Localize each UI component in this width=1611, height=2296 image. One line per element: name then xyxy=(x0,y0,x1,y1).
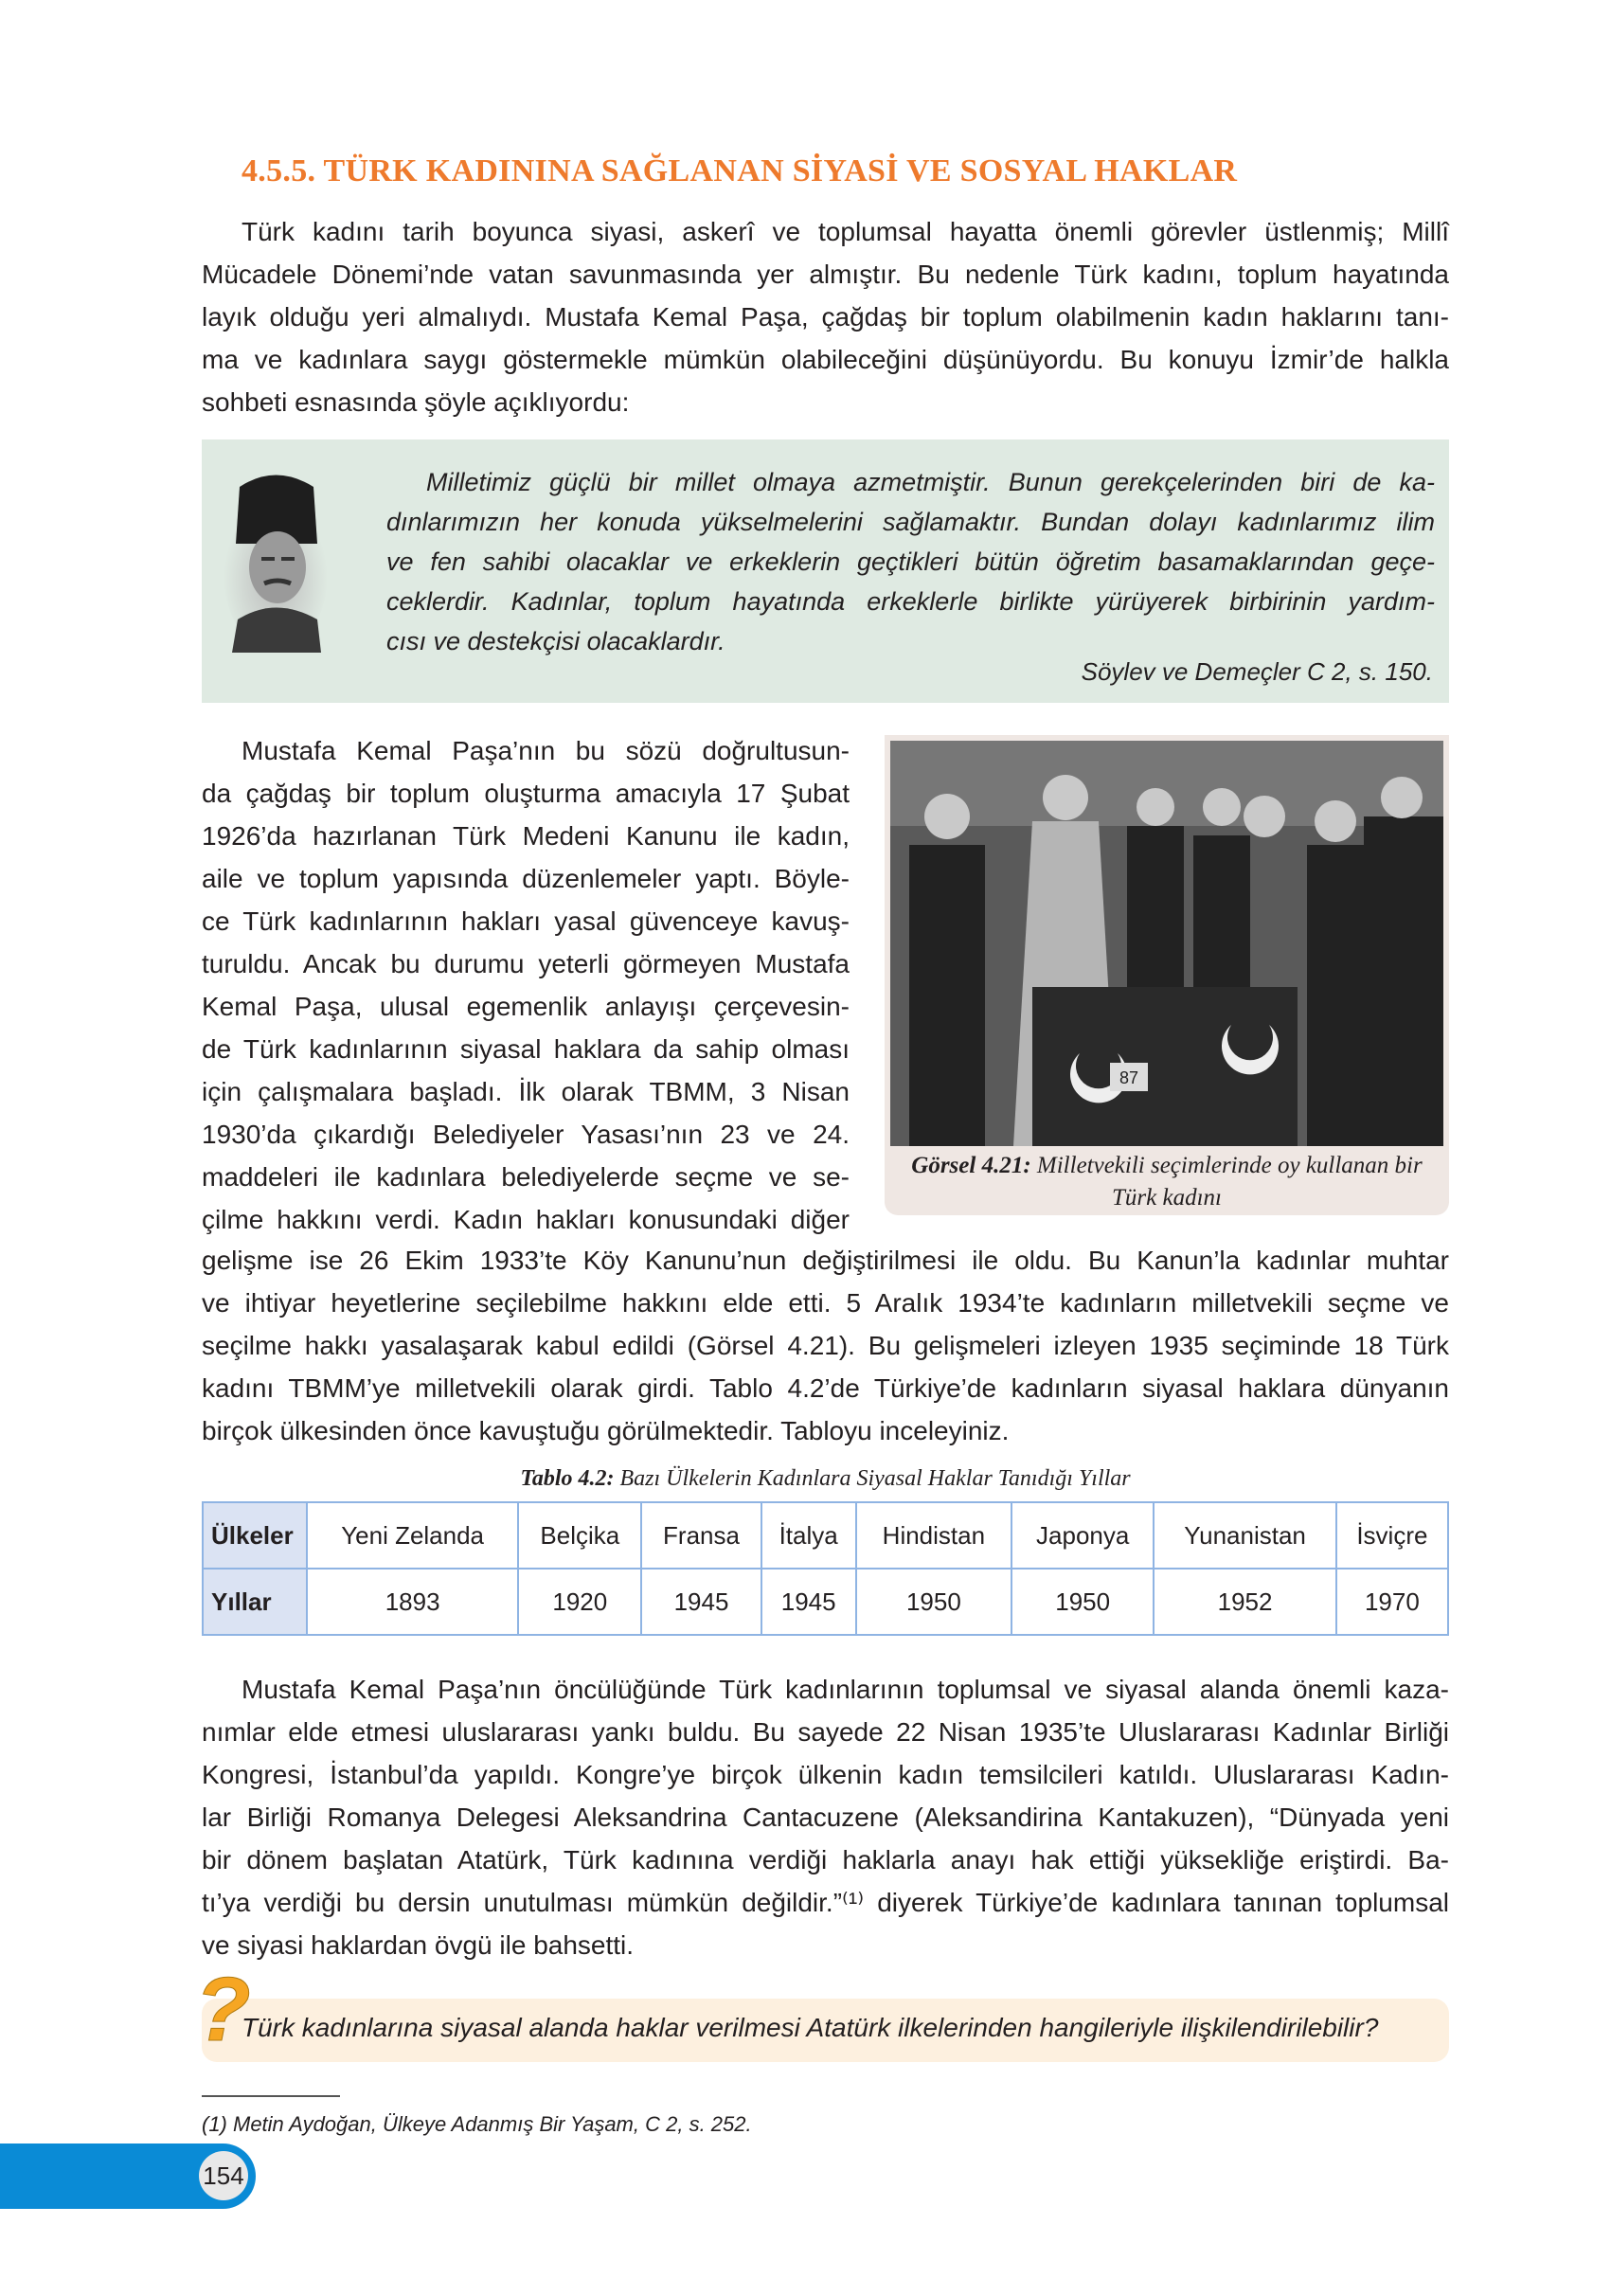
full-paragraph xyxy=(202,1239,1449,1452)
text-line: ceklerdir. Kadınlar, toplum hayatında erkeklerle birlikte yürüyerek birbirinin yardım- xyxy=(386,587,1435,616)
country-cell: Yeni Zelanda xyxy=(307,1502,518,1569)
section-title: 4.5.5. TÜRK KADININA SAĞLANAN SİYASİ VE SOSYAL HAKLAR xyxy=(242,153,1238,188)
text-line: çilme hakkını verdi. Kadın hakları konusundaki diğer xyxy=(202,1205,850,1234)
ataturk-portrait-icon xyxy=(219,468,331,653)
text-line: Mücadele Dönemi’nde vatan savunmasında yer almıştır. Bu nedenle Türk kadını, toplum hayatında xyxy=(202,260,1449,289)
text-line: ve ihtiyar heyetlerine seçilebilme hakkını elde etti. 5 Aralık 1934’te kadınların milletvekili seçme ve xyxy=(202,1288,1449,1318)
year-cell: 1945 xyxy=(761,1569,856,1635)
text-line: Kongresi, İstanbul’da yapıldı. Kongre’ye birçok ülkenin kadın temsilcileri katıldı. Uluslararası Kadın- xyxy=(202,1760,1449,1789)
year-cell: 1950 xyxy=(1011,1569,1154,1635)
text-line: cısı ve destekçisi olacaklardır. xyxy=(386,627,725,655)
question-mark-icon: ? xyxy=(195,1959,251,2060)
quote-text xyxy=(386,462,1435,661)
text-line: Milletimiz güçlü bir millet olmaya azmetmiştir. Bunun gerekçelerinden biri de ka- xyxy=(426,468,1435,496)
figure-caption-line2: Türk kadını xyxy=(1112,1185,1222,1211)
text-line: maddeleri ile kadınlara belediyelerde seçme ve se- xyxy=(202,1162,850,1192)
table-caption-text: Bazı Ülkelerin Kadınlara Siyasal Haklar Tanıdığı Yıllar xyxy=(619,1466,1131,1491)
country-cell: Japonya xyxy=(1011,1502,1154,1569)
row-header-years: Yıllar xyxy=(203,1569,307,1635)
voting-scene-image xyxy=(890,741,1443,1146)
year-cell: 1920 xyxy=(518,1569,641,1635)
figure-card xyxy=(885,735,1449,1215)
text-line: Kemal Paşa, ulusal egemenlik anlayışı çerçevesin- xyxy=(202,992,850,1021)
text-line: Mustafa Kemal Paşa’nın öncülüğünde Türk kadınlarının toplumsal ve siyasal alanda önemli kaza- xyxy=(242,1675,1449,1704)
text-line: dınlarımızın her konuda yükselmelerini sağlamaktır. Bundan dolayı kadınlarımız ilim xyxy=(386,508,1435,536)
country-cell: İsviçre xyxy=(1336,1502,1448,1569)
text-line: de Türk kadınlarının siyasal haklara da sahip olması xyxy=(202,1034,850,1064)
text-line: seçilme hakkı yasalaşarak kabul edildi (Görsel 4.21). Bu gelişmeleri izleyen 1935 seçiminde 18 Türk xyxy=(202,1331,1449,1360)
text-line: 1926’da hazırlanan Türk Medeni Kanunu ile kadın, xyxy=(202,821,850,851)
year-cell: 1950 xyxy=(856,1569,1011,1635)
figure-label: Görsel 4.21: xyxy=(911,1153,1031,1178)
figure-caption-line1: Milletvekili seçimlerinde oy kullanan bir xyxy=(1036,1153,1423,1178)
text-line: için çalışmalara başladı. İlk olarak TBMM, 3 Nisan xyxy=(202,1077,850,1106)
country-cell: İtalya xyxy=(761,1502,856,1569)
footnote-divider xyxy=(202,2095,340,2097)
text-line: gelişme ise 26 Ekim 1933’te Köy Kanunu’nun değiştirilmesi ile oldu. Bu Kanun’la kadınlar muhtar xyxy=(202,1246,1449,1275)
country-cell: Hindistan xyxy=(856,1502,1011,1569)
country-cell: Belçika xyxy=(518,1502,641,1569)
page-number: 154 xyxy=(199,2151,248,2200)
question-text: Türk kadınlarına siyasal alanda haklar verilmesi Atatürk ilkelerinden hangileriyle ilişkilendirilebilir? xyxy=(242,2013,1379,2042)
text-line: kadını TBMM’ye milletvekili olarak girdi. Tablo 4.2’de Türkiye’de kadınların siyasal haklara dünyanın xyxy=(202,1373,1449,1403)
ballot-number: 87 xyxy=(1119,1068,1139,1087)
text-line: 1930’da çıkardığı Belediyeler Yasası’nın 23 ve 24. xyxy=(202,1120,850,1149)
column-paragraph xyxy=(202,729,850,1241)
quote-source: Söylev ve Demeçler C 2, s. 150. xyxy=(1081,657,1433,686)
text-line: aile ve toplum yapısında düzenlemeler yaptı. Böyle- xyxy=(202,864,850,893)
text-line: tı’ya verdiği bu dersin unutulması mümkün değildir.”⁽¹⁾ diyerek Türkiye’de kadınlara tanınan toplumsal xyxy=(202,1888,1449,1917)
table-row-years xyxy=(203,1569,1448,1635)
voting-photo xyxy=(890,741,1443,1146)
year-cell: 1945 xyxy=(641,1569,761,1635)
text-line: Mustafa Kemal Paşa’nın bu sözü doğrultusun- xyxy=(242,736,850,765)
text-line: nımlar elde etmesi uluslararası yankı buldu. Bu sayede 22 Nisan 1935’te Uluslararası Kadınlar Birliği xyxy=(202,1717,1449,1747)
figure-caption xyxy=(885,1150,1449,1214)
text-line: birçok ülkesinden önce kavuştuğu görülmektedir. Tabloyu inceleyiniz. xyxy=(202,1416,1010,1445)
text-line: ce Türk kadınlarının hakları yasal güvenceye kavuş- xyxy=(202,906,850,936)
country-cell: Fransa xyxy=(641,1502,761,1569)
text-line: lar Birliği Romanya Delegesi Aleksandrina Cantacuzene (Aleksandirina Kantakuzen), “Dünyada yeni xyxy=(202,1803,1449,1832)
country-cell: Yunanistan xyxy=(1154,1502,1335,1569)
row-header-countries: Ülkeler xyxy=(203,1502,307,1569)
rights-table xyxy=(202,1501,1449,1636)
text-line: turuldu. Ancak bu durumu yeterli görmeyen Mustafa xyxy=(202,949,850,978)
text-line: layık olduğu yeri almalıydı. Mustafa Kemal Paşa, çağdaş bir toplum olabilmenin kadın haklarını tanı- xyxy=(202,302,1449,332)
table-row-countries xyxy=(203,1502,1448,1569)
text-line: sohbeti esnasında şöyle açıklıyordu: xyxy=(202,387,630,417)
text-line: ma ve kadınlara saygı göstermekle mümkün olabileceğini düşünüyordu. Bu konuyu İzmir’de halkla xyxy=(202,345,1449,374)
text-line: da çağdaş bir toplum oluşturma amacıyla 17 Şubat xyxy=(202,779,850,808)
year-cell: 1970 xyxy=(1336,1569,1448,1635)
table-caption-label: Tablo 4.2: xyxy=(520,1466,615,1491)
year-cell: 1893 xyxy=(307,1569,518,1635)
text-line: ve siyasi haklardan övgü ile bahsetti. xyxy=(202,1930,635,1960)
text-line: ve fen sahibi olacaklar ve erkeklerin geçtikleri bütün öğretim basamaklarından geçe- xyxy=(386,547,1435,576)
text-line: bir dönem başlatan Atatürk, Türk kadınına verdiği haklarla anayı hak ettiği yüksekliğe eriştirdi. Ba- xyxy=(202,1845,1449,1874)
second-paragraph xyxy=(202,1668,1449,1966)
text-line: Türk kadını tarih boyunca siyasi, askerî ve toplumsal hayatta önemli görevler üstlenmiş; Millî xyxy=(242,217,1449,246)
intro-paragraph xyxy=(202,210,1449,423)
quote-box xyxy=(202,439,1449,703)
table-caption xyxy=(202,1466,1449,1492)
footnote: (1) Metin Aydoğan, Ülkeye Adanmış Bir Yaşam, C 2, s. 252. xyxy=(202,2112,752,2136)
year-cell: 1952 xyxy=(1154,1569,1335,1635)
